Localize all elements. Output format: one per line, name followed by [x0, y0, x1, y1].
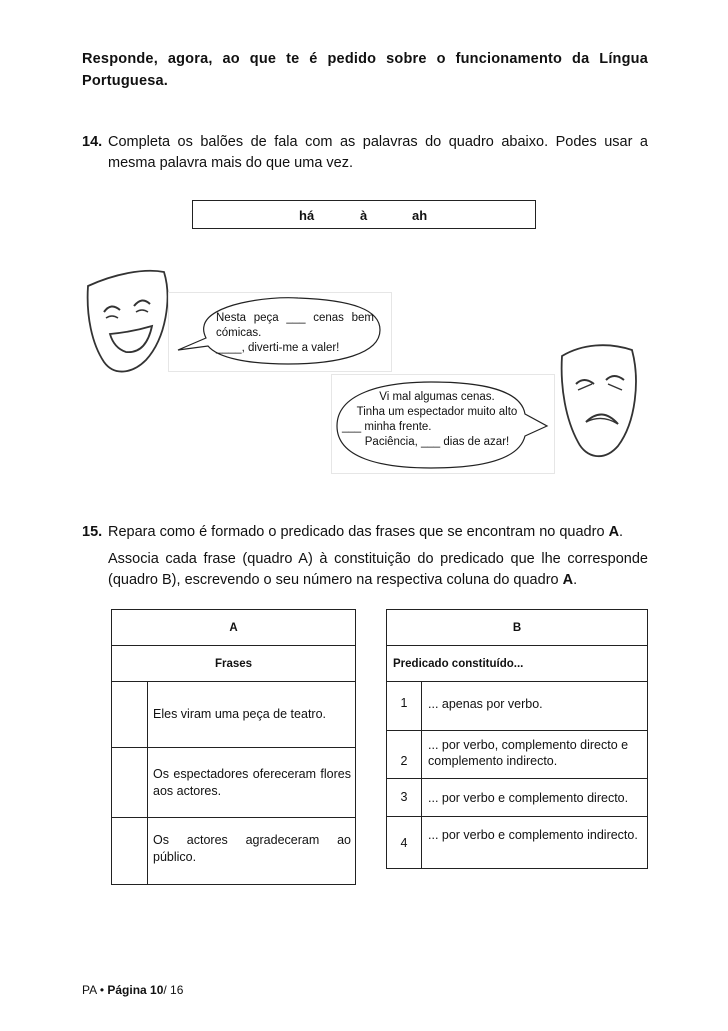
word-ha: há	[299, 208, 315, 223]
bubble-1-line-2: cómicas.	[216, 327, 262, 339]
table-b-row	[387, 731, 648, 779]
question-15-number: 15.	[82, 524, 103, 540]
table-b-description-3: ... por verbo e complemento directo.	[422, 779, 648, 817]
table-a-sentence-2: Os espectadores ofereceram flores aos actores.	[148, 748, 356, 818]
happy-mask-image	[84, 268, 174, 378]
question-15-line-1	[108, 522, 648, 543]
q15-text-p1-end: .	[619, 524, 624, 540]
bubble-2-line-2: Tinha um espectador muito alto	[356, 406, 518, 418]
q15-text-p1-bold: A	[608, 524, 620, 540]
table-b-description-4: ... por verbo e complemento indirecto.	[422, 817, 648, 869]
bubble-1-line-1: Nesta peça ___ cenas bem	[216, 312, 374, 324]
table-a-row	[112, 682, 356, 748]
footer-separator: •	[99, 983, 105, 997]
table-b-number-2: 2	[387, 731, 422, 779]
table-b-row	[387, 817, 648, 869]
q15-text-p1: Repara como é formado o predicado das frases que se encontram no quadro	[108, 524, 609, 540]
table-a-row	[112, 748, 356, 818]
question-14-text: Completa os balões de fala com as palavras do quadro abaixo. Podes usar a mesma palavra mais do que uma vez.	[108, 134, 648, 171]
table-b-subtitle: Predicado constituído...	[387, 646, 648, 682]
bubble-1-line-3: ____, diverti-me a valer!	[216, 342, 340, 354]
bubble-2-line-4: Paciência, ___ dias de azar!	[364, 436, 510, 448]
table-a-title: A	[112, 610, 356, 646]
intro-instruction: Responde, agora, ao que te é pedido sobre o funcionamento da Língua Portuguesa.	[82, 51, 648, 89]
table-b-description-1: ... apenas por verbo.	[422, 682, 648, 731]
bubble-2-line-1: Vi mal algumas cenas.	[379, 391, 495, 403]
table-b-number-1: 1	[387, 682, 422, 731]
question-14-number: 14.	[82, 134, 103, 150]
bubble-1-text	[216, 311, 374, 356]
bubble-2-line-3: ___ minha frente.	[342, 421, 432, 433]
page-footer	[82, 983, 183, 997]
table-b-number-3: 3	[387, 779, 422, 817]
table-b-description-2: ... por verbo, complemento directo e complemento indirecto.	[422, 731, 648, 779]
bubble-2-text	[342, 390, 532, 450]
word-a-grave: à	[360, 208, 368, 223]
footer-page-label: Página 10	[107, 983, 164, 997]
question-15-paragraph-2	[108, 549, 648, 591]
table-a-subtitle: Frases	[112, 646, 356, 682]
table-b-title: B	[387, 610, 648, 646]
table-a-sentence-3: Os actores agradeceram ao público.	[148, 818, 356, 885]
q15-text-p2-end: .	[573, 572, 578, 588]
footer-total: / 16	[163, 983, 184, 997]
word-ah: ah	[412, 208, 428, 223]
q15-text-p2-bold: A	[562, 572, 574, 588]
table-a-row	[112, 818, 356, 885]
table-b-row	[387, 779, 648, 817]
table-a	[111, 609, 356, 885]
table-a-answer-cell-3[interactable]	[112, 818, 148, 885]
footer-prefix: PA	[82, 983, 97, 997]
word-box	[192, 200, 536, 229]
table-b	[386, 609, 648, 869]
table-a-answer-cell-2[interactable]	[112, 748, 148, 818]
table-a-sentence-1: Eles viram uma peça de teatro.	[148, 682, 356, 748]
sad-mask-image	[556, 340, 646, 462]
q15-text-p2: Associa cada frase (quadro A) à constituição do predicado que lhe corresponde (quadro B), escrevendo o seu número na respectiva coluna do quadro	[108, 551, 648, 588]
table-b-row	[387, 682, 648, 731]
table-a-answer-cell-1[interactable]	[112, 682, 148, 748]
table-b-number-4: 4	[387, 817, 422, 869]
